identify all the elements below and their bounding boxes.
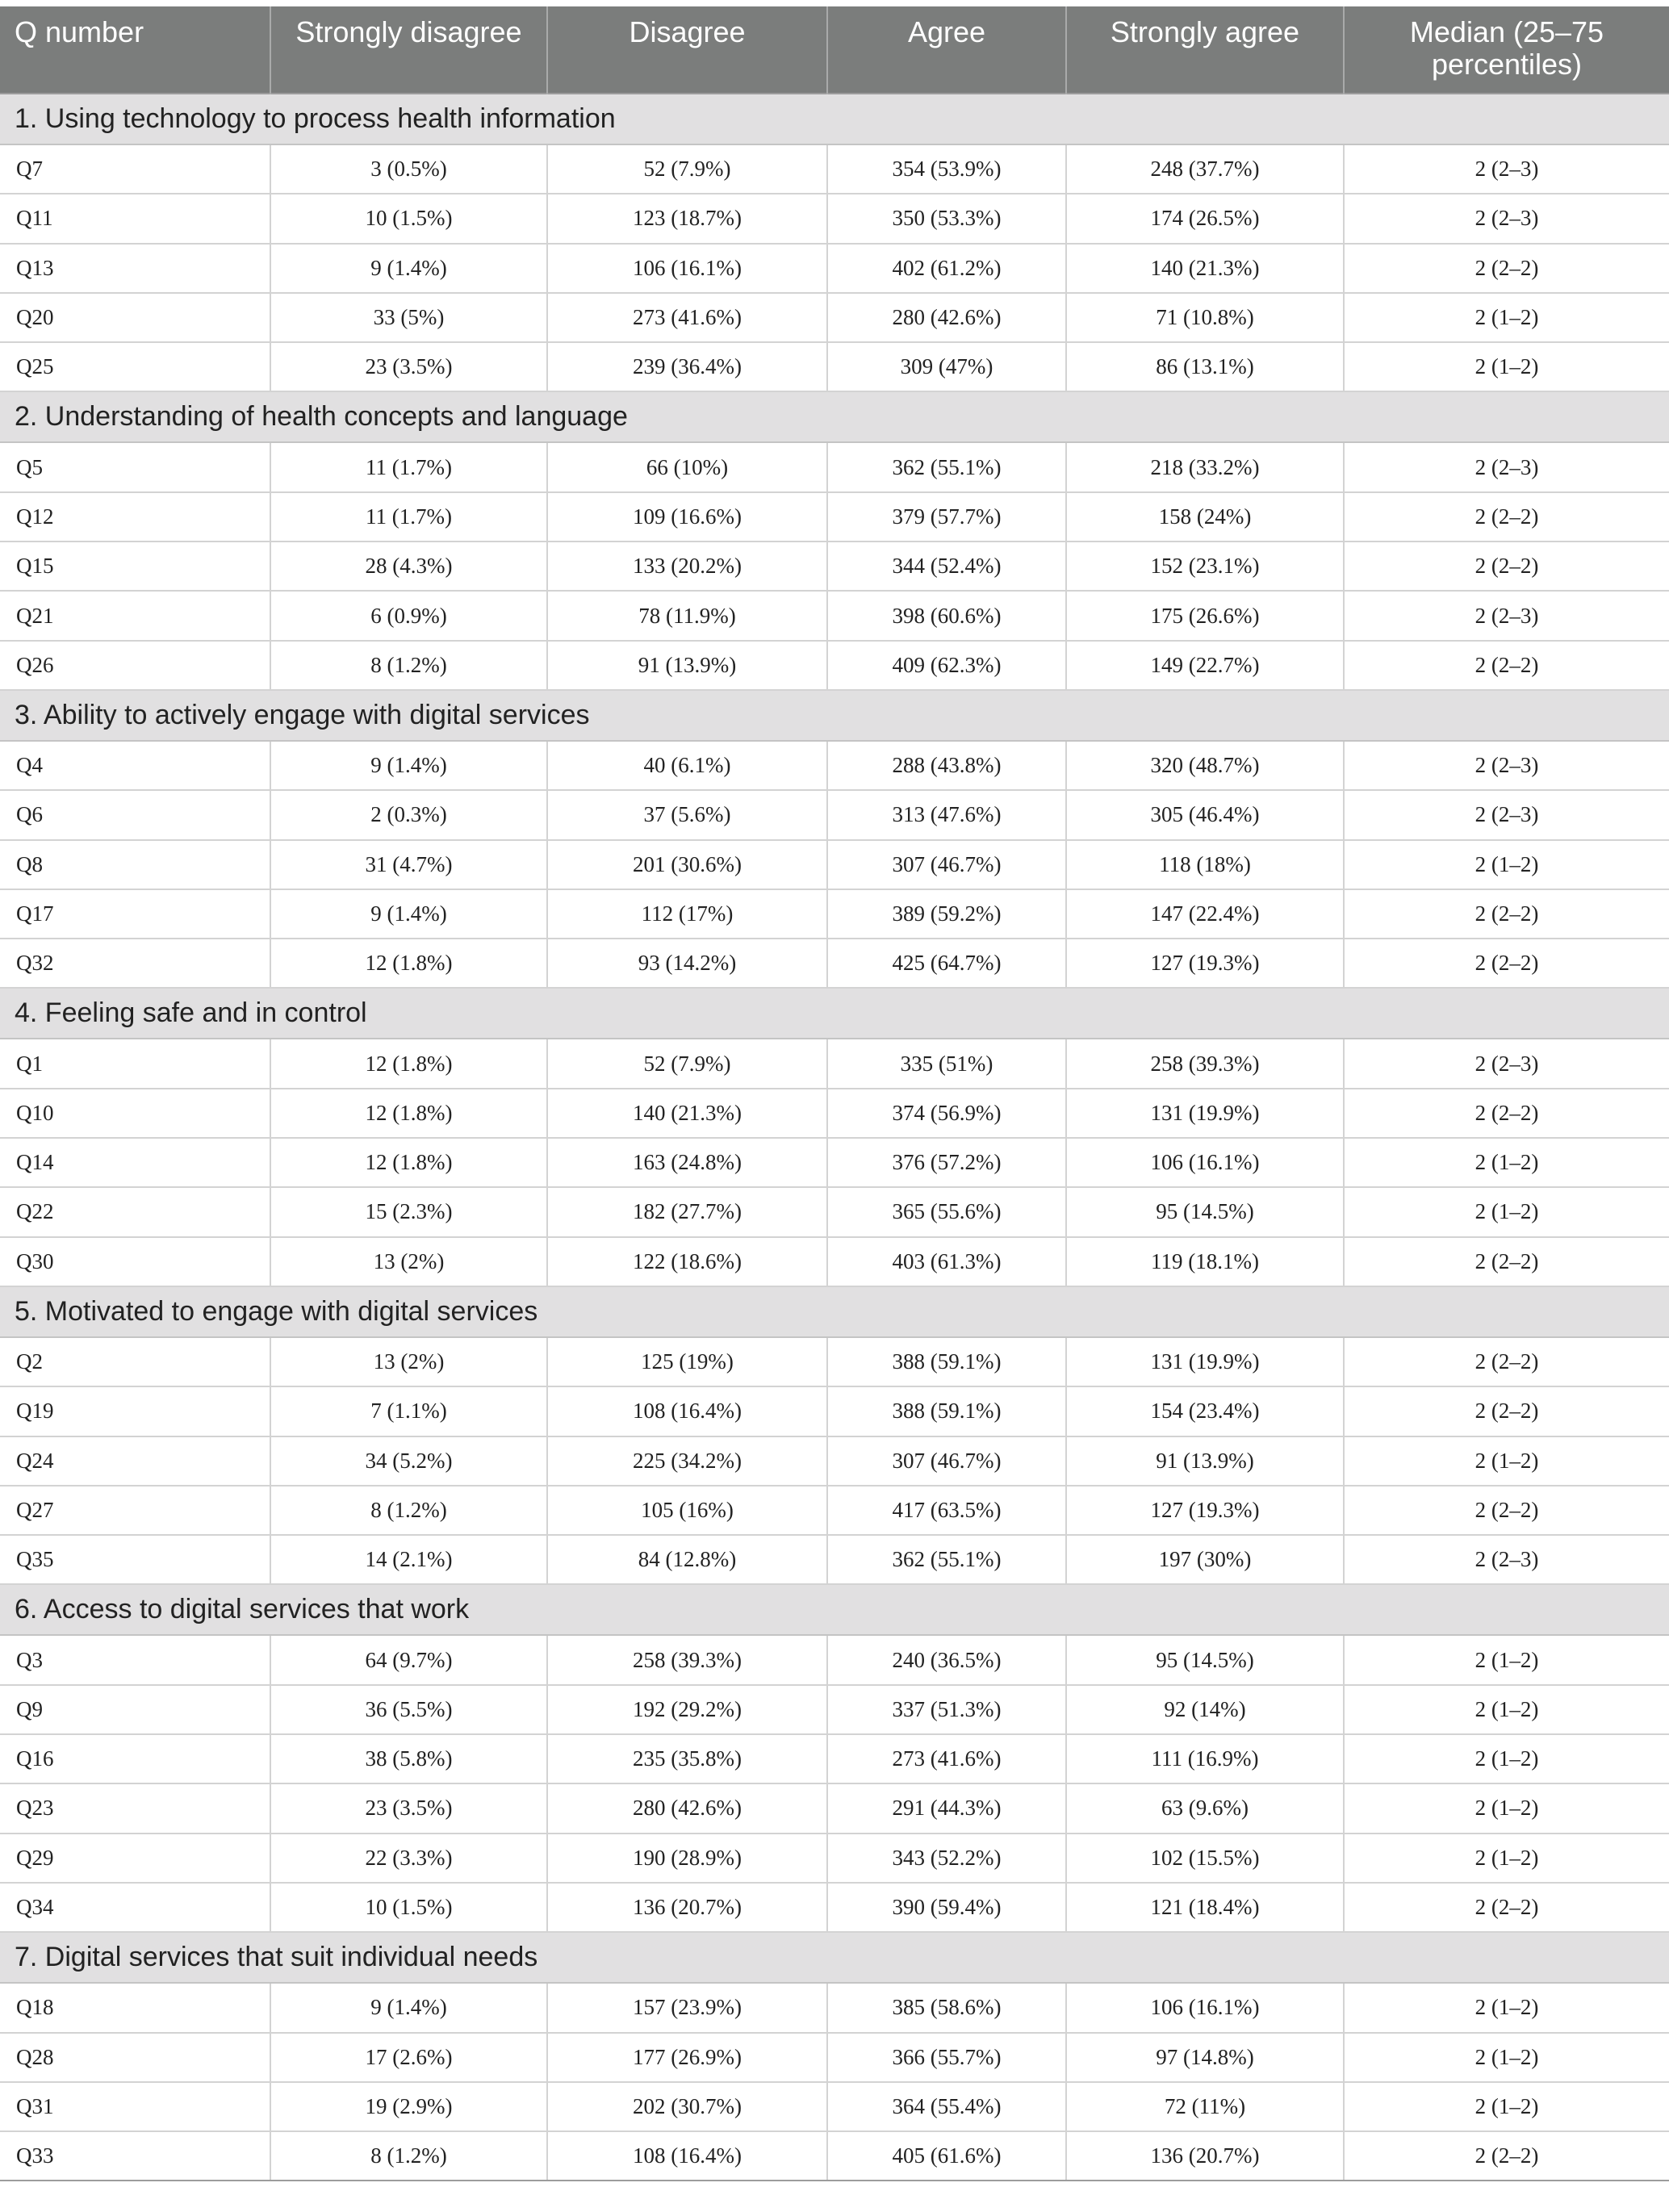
section-title: 4. Feeling safe and in control (0, 988, 1669, 1039)
median-cell: 2 (2–3) (1344, 442, 1669, 491)
strongly-agree-cell: 258 (39.3%) (1066, 1039, 1344, 1088)
median-cell: 2 (2–3) (1344, 741, 1669, 790)
q-number-cell: Q25 (0, 342, 270, 391)
agree-cell: 350 (53.3%) (827, 194, 1066, 243)
strongly-agree-cell: 174 (26.5%) (1066, 194, 1344, 243)
table-row (0, 1883, 1669, 1932)
agree-cell: 389 (59.2%) (827, 889, 1066, 939)
strongly-agree-cell: 147 (22.4%) (1066, 889, 1344, 939)
table-row (0, 194, 1669, 243)
agree-cell: 362 (55.1%) (827, 442, 1066, 491)
median-cell: 2 (2–2) (1344, 244, 1669, 293)
median-cell: 2 (2–2) (1344, 1386, 1669, 1436)
table-row (0, 2033, 1669, 2082)
q-number-cell: Q1 (0, 1039, 270, 1088)
strongly-disagree-cell: 33 (5%) (270, 293, 547, 342)
strongly-disagree-cell: 12 (1.8%) (270, 1089, 547, 1138)
agree-cell: 403 (61.3%) (827, 1237, 1066, 1286)
median-cell: 2 (1–2) (1344, 2033, 1669, 2082)
strongly-agree-cell: 248 (37.7%) (1066, 144, 1344, 194)
q-number-cell: Q16 (0, 1734, 270, 1783)
agree-cell: 388 (59.1%) (827, 1386, 1066, 1436)
table-row (0, 1237, 1669, 1286)
median-cell: 2 (2–2) (1344, 939, 1669, 988)
section-row (0, 988, 1669, 1039)
median-cell: 2 (1–2) (1344, 293, 1669, 342)
table-row (0, 1685, 1669, 1734)
q-number-cell: Q29 (0, 1834, 270, 1883)
header-q-number: Q number (0, 6, 270, 94)
strongly-agree-cell: 175 (26.6%) (1066, 591, 1344, 640)
median-cell: 2 (2–2) (1344, 542, 1669, 591)
agree-cell: 405 (61.6%) (827, 2131, 1066, 2181)
table-row (0, 1635, 1669, 1684)
median-cell: 2 (2–3) (1344, 1535, 1669, 1584)
disagree-cell: 84 (12.8%) (547, 1535, 827, 1584)
header-disagree: Disagree (547, 6, 827, 94)
disagree-cell: 66 (10%) (547, 442, 827, 491)
strongly-agree-cell: 154 (23.4%) (1066, 1386, 1344, 1436)
strongly-disagree-cell: 38 (5.8%) (270, 1734, 547, 1783)
disagree-cell: 225 (34.2%) (547, 1436, 827, 1486)
table-row (0, 939, 1669, 988)
agree-cell: 307 (46.7%) (827, 840, 1066, 889)
table-row (0, 1039, 1669, 1088)
median-cell: 2 (2–3) (1344, 1039, 1669, 1088)
disagree-cell: 122 (18.6%) (547, 1237, 827, 1286)
table-row (0, 144, 1669, 194)
median-cell: 2 (1–2) (1344, 1685, 1669, 1734)
strongly-agree-cell: 136 (20.7%) (1066, 2131, 1344, 2181)
median-cell: 2 (1–2) (1344, 1734, 1669, 1783)
section-title: 3. Ability to actively engage with digital services (0, 690, 1669, 741)
q-number-cell: Q5 (0, 442, 270, 491)
agree-cell: 240 (36.5%) (827, 1635, 1066, 1684)
table-row (0, 1337, 1669, 1386)
table-row (0, 293, 1669, 342)
agree-cell: 354 (53.9%) (827, 144, 1066, 194)
strongly-disagree-cell: 15 (2.3%) (270, 1187, 547, 1236)
agree-cell: 291 (44.3%) (827, 1783, 1066, 1833)
disagree-cell: 52 (7.9%) (547, 144, 827, 194)
median-cell: 2 (2–2) (1344, 2131, 1669, 2181)
disagree-cell: 78 (11.9%) (547, 591, 827, 640)
disagree-cell: 190 (28.9%) (547, 1834, 827, 1883)
q-number-cell: Q28 (0, 2033, 270, 2082)
strongly-agree-cell: 102 (15.5%) (1066, 1834, 1344, 1883)
section-row (0, 94, 1669, 144)
agree-cell: 379 (57.7%) (827, 492, 1066, 542)
table-row (0, 1386, 1669, 1436)
strongly-disagree-cell: 9 (1.4%) (270, 889, 547, 939)
disagree-cell: 280 (42.6%) (547, 1783, 827, 1833)
agree-cell: 409 (62.3%) (827, 641, 1066, 690)
strongly-disagree-cell: 31 (4.7%) (270, 840, 547, 889)
q-number-cell: Q27 (0, 1486, 270, 1535)
header-median: Median (25–75 percentiles) (1344, 6, 1669, 94)
q-number-cell: Q20 (0, 293, 270, 342)
strongly-agree-cell: 131 (19.9%) (1066, 1337, 1344, 1386)
disagree-cell: 108 (16.4%) (547, 1386, 827, 1436)
disagree-cell: 91 (13.9%) (547, 641, 827, 690)
median-cell: 2 (1–2) (1344, 2082, 1669, 2131)
median-cell: 2 (2–3) (1344, 194, 1669, 243)
median-cell: 2 (1–2) (1344, 1783, 1669, 1833)
strongly-disagree-cell: 8 (1.2%) (270, 1486, 547, 1535)
median-cell: 2 (1–2) (1344, 840, 1669, 889)
strongly-disagree-cell: 12 (1.8%) (270, 1039, 547, 1088)
q-number-cell: Q23 (0, 1783, 270, 1833)
strongly-agree-cell: 152 (23.1%) (1066, 542, 1344, 591)
strongly-disagree-cell: 8 (1.2%) (270, 641, 547, 690)
median-cell: 2 (1–2) (1344, 1436, 1669, 1486)
section-row (0, 1584, 1669, 1635)
section-title: 7. Digital services that suit individual needs (0, 1932, 1669, 1983)
median-cell: 2 (1–2) (1344, 342, 1669, 391)
q-number-cell: Q11 (0, 194, 270, 243)
agree-cell: 402 (61.2%) (827, 244, 1066, 293)
table-row (0, 2131, 1669, 2181)
strongly-disagree-cell: 6 (0.9%) (270, 591, 547, 640)
q-number-cell: Q19 (0, 1386, 270, 1436)
q-number-cell: Q18 (0, 1983, 270, 2032)
strongly-agree-cell: 127 (19.3%) (1066, 939, 1344, 988)
table-row (0, 1535, 1669, 1584)
disagree-cell: 93 (14.2%) (547, 939, 827, 988)
table-row (0, 1983, 1669, 2032)
disagree-cell: 37 (5.6%) (547, 790, 827, 839)
strongly-disagree-cell: 13 (2%) (270, 1337, 547, 1386)
median-cell: 2 (2–2) (1344, 492, 1669, 542)
strongly-agree-cell: 197 (30%) (1066, 1535, 1344, 1584)
strongly-disagree-cell: 8 (1.2%) (270, 2131, 547, 2181)
disagree-cell: 109 (16.6%) (547, 492, 827, 542)
strongly-disagree-cell: 2 (0.3%) (270, 790, 547, 839)
agree-cell: 335 (51%) (827, 1039, 1066, 1088)
disagree-cell: 202 (30.7%) (547, 2082, 827, 2131)
median-cell: 2 (2–2) (1344, 889, 1669, 939)
disagree-cell: 182 (27.7%) (547, 1187, 827, 1236)
disagree-cell: 106 (16.1%) (547, 244, 827, 293)
median-cell: 2 (1–2) (1344, 1983, 1669, 2032)
agree-cell: 388 (59.1%) (827, 1337, 1066, 1386)
strongly-agree-cell: 140 (21.3%) (1066, 244, 1344, 293)
table-row (0, 889, 1669, 939)
section-title: 6. Access to digital services that work (0, 1584, 1669, 1635)
results-table (0, 6, 1669, 2181)
disagree-cell: 201 (30.6%) (547, 840, 827, 889)
strongly-agree-cell: 158 (24%) (1066, 492, 1344, 542)
agree-cell: 307 (46.7%) (827, 1436, 1066, 1486)
disagree-cell: 192 (29.2%) (547, 1685, 827, 1734)
strongly-disagree-cell: 64 (9.7%) (270, 1635, 547, 1684)
strongly-agree-cell: 72 (11%) (1066, 2082, 1344, 2131)
agree-cell: 364 (55.4%) (827, 2082, 1066, 2131)
results-table-container (0, 6, 1669, 2181)
strongly-disagree-cell: 3 (0.5%) (270, 144, 547, 194)
strongly-agree-cell: 127 (19.3%) (1066, 1486, 1344, 1535)
q-number-cell: Q12 (0, 492, 270, 542)
strongly-disagree-cell: 9 (1.4%) (270, 1983, 547, 2032)
table-row (0, 1436, 1669, 1486)
table-row (0, 542, 1669, 591)
q-number-cell: Q17 (0, 889, 270, 939)
agree-cell: 343 (52.2%) (827, 1834, 1066, 1883)
table-header (0, 6, 1669, 94)
agree-cell: 390 (59.4%) (827, 1883, 1066, 1932)
q-number-cell: Q14 (0, 1138, 270, 1187)
disagree-cell: 52 (7.9%) (547, 1039, 827, 1088)
strongly-agree-cell: 95 (14.5%) (1066, 1187, 1344, 1236)
q-number-cell: Q26 (0, 641, 270, 690)
strongly-agree-cell: 118 (18%) (1066, 840, 1344, 889)
table-row (0, 1089, 1669, 1138)
agree-cell: 309 (47%) (827, 342, 1066, 391)
disagree-cell: 123 (18.7%) (547, 194, 827, 243)
table-row (0, 1734, 1669, 1783)
median-cell: 2 (2–3) (1344, 591, 1669, 640)
disagree-cell: 133 (20.2%) (547, 542, 827, 591)
header-strongly-agree: Strongly agree (1066, 6, 1344, 94)
table-row (0, 1187, 1669, 1236)
q-number-cell: Q8 (0, 840, 270, 889)
q-number-cell: Q7 (0, 144, 270, 194)
q-number-cell: Q15 (0, 542, 270, 591)
agree-cell: 376 (57.2%) (827, 1138, 1066, 1187)
q-number-cell: Q10 (0, 1089, 270, 1138)
median-cell: 2 (2–2) (1344, 1089, 1669, 1138)
agree-cell: 365 (55.6%) (827, 1187, 1066, 1236)
agree-cell: 344 (52.4%) (827, 542, 1066, 591)
median-cell: 2 (1–2) (1344, 1834, 1669, 1883)
strongly-disagree-cell: 9 (1.4%) (270, 741, 547, 790)
disagree-cell: 235 (35.8%) (547, 1734, 827, 1783)
strongly-disagree-cell: 10 (1.5%) (270, 1883, 547, 1932)
q-number-cell: Q3 (0, 1635, 270, 1684)
table-row (0, 641, 1669, 690)
median-cell: 2 (1–2) (1344, 1138, 1669, 1187)
strongly-disagree-cell: 10 (1.5%) (270, 194, 547, 243)
q-number-cell: Q34 (0, 1883, 270, 1932)
header-strongly-disagree: Strongly disagree (270, 6, 547, 94)
strongly-agree-cell: 97 (14.8%) (1066, 2033, 1344, 2082)
median-cell: 2 (2–2) (1344, 1337, 1669, 1386)
strongly-agree-cell: 106 (16.1%) (1066, 1983, 1344, 2032)
table-row (0, 1138, 1669, 1187)
strongly-disagree-cell: 34 (5.2%) (270, 1436, 547, 1486)
agree-cell: 374 (56.9%) (827, 1089, 1066, 1138)
strongly-agree-cell: 71 (10.8%) (1066, 293, 1344, 342)
section-title: 1. Using technology to process health information (0, 94, 1669, 144)
table-row (0, 442, 1669, 491)
q-number-cell: Q2 (0, 1337, 270, 1386)
strongly-disagree-cell: 22 (3.3%) (270, 1834, 547, 1883)
strongly-disagree-cell: 9 (1.4%) (270, 244, 547, 293)
median-cell: 2 (2–2) (1344, 1237, 1669, 1286)
median-cell: 2 (2–2) (1344, 1486, 1669, 1535)
disagree-cell: 112 (17%) (547, 889, 827, 939)
median-cell: 2 (2–2) (1344, 1883, 1669, 1932)
strongly-agree-cell: 218 (33.2%) (1066, 442, 1344, 491)
agree-cell: 425 (64.7%) (827, 939, 1066, 988)
disagree-cell: 239 (36.4%) (547, 342, 827, 391)
strongly-disagree-cell: 19 (2.9%) (270, 2082, 547, 2131)
q-number-cell: Q22 (0, 1187, 270, 1236)
section-row (0, 1932, 1669, 1983)
strongly-agree-cell: 119 (18.1%) (1066, 1237, 1344, 1286)
table-row (0, 790, 1669, 839)
section-title: 5. Motivated to engage with digital services (0, 1286, 1669, 1337)
strongly-disagree-cell: 7 (1.1%) (270, 1386, 547, 1436)
section-title: 2. Understanding of health concepts and language (0, 391, 1669, 442)
strongly-disagree-cell: 14 (2.1%) (270, 1535, 547, 1584)
disagree-cell: 163 (24.8%) (547, 1138, 827, 1187)
strongly-disagree-cell: 11 (1.7%) (270, 442, 547, 491)
agree-cell: 288 (43.8%) (827, 741, 1066, 790)
table-row (0, 244, 1669, 293)
strongly-agree-cell: 106 (16.1%) (1066, 1138, 1344, 1187)
agree-cell: 385 (58.6%) (827, 1983, 1066, 2032)
q-number-cell: Q9 (0, 1685, 270, 1734)
section-row (0, 690, 1669, 741)
q-number-cell: Q32 (0, 939, 270, 988)
section-row (0, 1286, 1669, 1337)
strongly-agree-cell: 305 (46.4%) (1066, 790, 1344, 839)
disagree-cell: 157 (23.9%) (547, 1983, 827, 2032)
disagree-cell: 258 (39.3%) (547, 1635, 827, 1684)
median-cell: 2 (2–3) (1344, 790, 1669, 839)
header-row (0, 6, 1669, 94)
disagree-cell: 140 (21.3%) (547, 1089, 827, 1138)
q-number-cell: Q31 (0, 2082, 270, 2131)
strongly-agree-cell: 121 (18.4%) (1066, 1883, 1344, 1932)
strongly-agree-cell: 320 (48.7%) (1066, 741, 1344, 790)
q-number-cell: Q30 (0, 1237, 270, 1286)
agree-cell: 337 (51.3%) (827, 1685, 1066, 1734)
strongly-agree-cell: 63 (9.6%) (1066, 1783, 1344, 1833)
q-number-cell: Q4 (0, 741, 270, 790)
q-number-cell: Q13 (0, 244, 270, 293)
section-row (0, 391, 1669, 442)
median-cell: 2 (2–2) (1344, 641, 1669, 690)
disagree-cell: 136 (20.7%) (547, 1883, 827, 1932)
disagree-cell: 40 (6.1%) (547, 741, 827, 790)
table-row (0, 342, 1669, 391)
agree-cell: 417 (63.5%) (827, 1486, 1066, 1535)
median-cell: 2 (2–3) (1344, 144, 1669, 194)
agree-cell: 313 (47.6%) (827, 790, 1066, 839)
agree-cell: 366 (55.7%) (827, 2033, 1066, 2082)
q-number-cell: Q21 (0, 591, 270, 640)
table-row (0, 840, 1669, 889)
table-row (0, 741, 1669, 790)
q-number-cell: Q35 (0, 1535, 270, 1584)
agree-cell: 273 (41.6%) (827, 1734, 1066, 1783)
table-row (0, 2082, 1669, 2131)
table-row (0, 1834, 1669, 1883)
table-row (0, 591, 1669, 640)
agree-cell: 362 (55.1%) (827, 1535, 1066, 1584)
strongly-agree-cell: 91 (13.9%) (1066, 1436, 1344, 1486)
strongly-disagree-cell: 13 (2%) (270, 1237, 547, 1286)
table-row (0, 492, 1669, 542)
q-number-cell: Q6 (0, 790, 270, 839)
strongly-agree-cell: 95 (14.5%) (1066, 1635, 1344, 1684)
strongly-agree-cell: 131 (19.9%) (1066, 1089, 1344, 1138)
strongly-disagree-cell: 23 (3.5%) (270, 342, 547, 391)
disagree-cell: 177 (26.9%) (547, 2033, 827, 2082)
strongly-disagree-cell: 28 (4.3%) (270, 542, 547, 591)
strongly-disagree-cell: 11 (1.7%) (270, 492, 547, 542)
table-body (0, 94, 1669, 2181)
disagree-cell: 125 (19%) (547, 1337, 827, 1386)
strongly-agree-cell: 92 (14%) (1066, 1685, 1344, 1734)
strongly-disagree-cell: 23 (3.5%) (270, 1783, 547, 1833)
table-row (0, 1486, 1669, 1535)
strongly-agree-cell: 111 (16.9%) (1066, 1734, 1344, 1783)
agree-cell: 398 (60.6%) (827, 591, 1066, 640)
strongly-disagree-cell: 36 (5.5%) (270, 1685, 547, 1734)
median-cell: 2 (1–2) (1344, 1187, 1669, 1236)
disagree-cell: 273 (41.6%) (547, 293, 827, 342)
q-number-cell: Q33 (0, 2131, 270, 2181)
strongly-disagree-cell: 17 (2.6%) (270, 2033, 547, 2082)
strongly-disagree-cell: 12 (1.8%) (270, 1138, 547, 1187)
table-row (0, 1783, 1669, 1833)
q-number-cell: Q24 (0, 1436, 270, 1486)
strongly-agree-cell: 149 (22.7%) (1066, 641, 1344, 690)
agree-cell: 280 (42.6%) (827, 293, 1066, 342)
disagree-cell: 105 (16%) (547, 1486, 827, 1535)
strongly-agree-cell: 86 (13.1%) (1066, 342, 1344, 391)
strongly-disagree-cell: 12 (1.8%) (270, 939, 547, 988)
disagree-cell: 108 (16.4%) (547, 2131, 827, 2181)
header-agree: Agree (827, 6, 1066, 94)
median-cell: 2 (1–2) (1344, 1635, 1669, 1684)
